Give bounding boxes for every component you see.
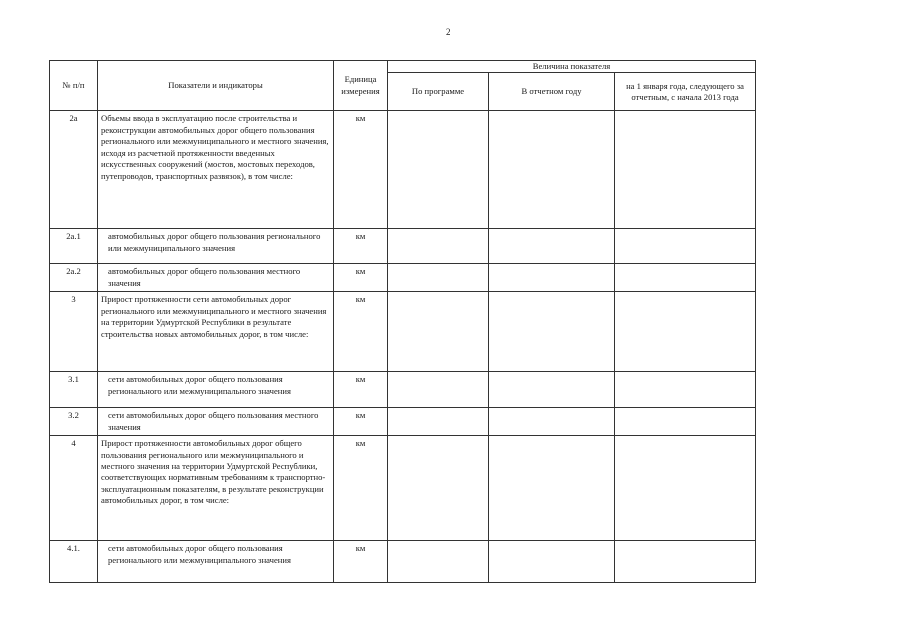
cell-since-jan [615,436,756,541]
header-since-jan: на 1 января года, следующего за отчетным, с начала 2013 года [615,73,756,111]
table-row [50,408,756,436]
row-indicator: сети автомобильных дорог общего пользования регионального или межмуниципального значения [98,372,334,408]
header-unit: Единица измерения [334,61,388,111]
table-row [50,292,756,372]
row-number: 2а [50,111,98,229]
cell-program [388,292,489,372]
cell-reporting-year [489,436,615,541]
header-program: По программе [388,73,489,111]
row-unit: км [334,292,388,372]
cell-program [388,264,489,292]
row-unit: км [334,229,388,264]
cell-since-jan [615,292,756,372]
cell-since-jan [615,372,756,408]
cell-reporting-year [489,111,615,229]
table-row [50,229,756,264]
row-indicator: сети автомобильных дорог общего пользования регионального или межмуниципального значения [98,541,334,583]
table-row [50,436,756,541]
cell-program [388,372,489,408]
row-number: 3.2 [50,408,98,436]
header-indicators: Показатели и индикаторы [98,61,334,111]
row-indicator: Объемы ввода в эксплуатацию после строительства и реконструкции автомобильных дорог общего пользования регионального или межмуниципального и местного значения, исходя из расчетной протяженности введенных искусственных сооружений (мостов, мостовых переходов, путепроводов, транспортных развязок), в том числе: [98,111,334,229]
cell-program [388,111,489,229]
page-number: 2 [446,27,451,37]
row-indicator: Прирост протяженности автомобильных дорог общего пользования регионального или межмуниципального и местного значения на территории Удмуртской Республики, соответствующих нормативным требованиям к транспортно-эксплуатационным показателям, в результате реконструкции автомобильных дорог, в том числе: [98,436,334,541]
header-value-group: Величина показателя [388,61,756,73]
table-row [50,111,756,229]
row-number: 4 [50,436,98,541]
table-row [50,372,756,408]
cell-since-jan [615,541,756,583]
cell-since-jan [615,408,756,436]
cell-since-jan [615,229,756,264]
row-unit: км [334,541,388,583]
row-indicator: автомобильных дорог общего пользования местного значения [98,264,334,292]
row-unit: км [334,372,388,408]
cell-program [388,541,489,583]
row-number: 2а.1 [50,229,98,264]
cell-program [388,229,489,264]
cell-reporting-year [489,372,615,408]
row-indicator: автомобильных дорог общего пользования регионального или межмуниципального значения [98,229,334,264]
cell-reporting-year [489,229,615,264]
cell-program [388,408,489,436]
header-num: № п/п [50,61,98,111]
cell-reporting-year [489,408,615,436]
header-reporting-year: В отчетном году [489,73,615,111]
table-row [50,264,756,292]
cell-reporting-year [489,264,615,292]
cell-since-jan [615,264,756,292]
cell-since-jan [615,111,756,229]
table-row [50,541,756,583]
row-indicator: Прирост протяженности сети автомобильных дорог регионального или межмуниципального и местного значения на территории Удмуртской Республики в результате строительства новых автомобильных дорог, в том числе: [98,292,334,372]
cell-reporting-year [489,292,615,372]
indicators-table [49,60,756,583]
row-unit: км [334,436,388,541]
row-number: 2а.2 [50,264,98,292]
row-unit: км [334,408,388,436]
row-unit: км [334,264,388,292]
row-number: 4.1. [50,541,98,583]
cell-program [388,436,489,541]
cell-reporting-year [489,541,615,583]
row-number: 3.1 [50,372,98,408]
row-number: 3 [50,292,98,372]
row-unit: км [334,111,388,229]
row-indicator: сети автомобильных дорог общего пользования местного значения [98,408,334,436]
